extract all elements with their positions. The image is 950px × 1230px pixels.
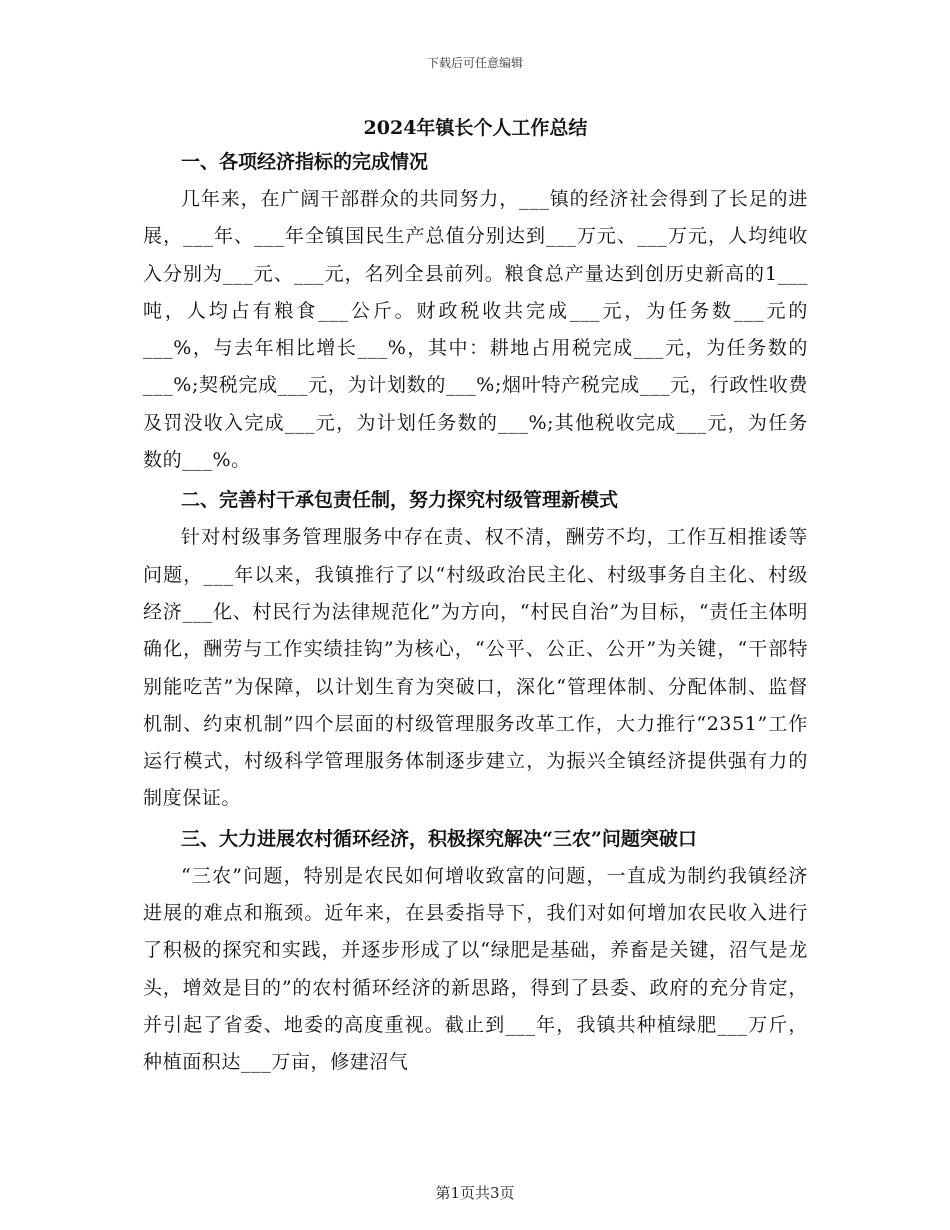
document-title: 2024年镇长个人工作总结 [363, 117, 588, 139]
section-paragraph-3: “三农”问题，特别是农民如何增收致富的问题，一直成为制约我镇经济进展的难点和瓶颈。近年来，在县委指导下，我们对如何增加农民收入进行了积极的探究和实践，并逐步形成了以“绿肥是基础，养畜是关键，沼气是龙头，增效是目的”的农村循环经济的新思路，得到了县委、政府的充分肯定，并引起了省委、地委的高度重视。截止到___年，我镇共种植绿肥___万斤，种植面积达___万亩，修建沼气 [143, 864, 808, 1074]
section-paragraph-1: 几年来，在广阔干部群众的共同努力，___镇的经济社会得到了长足的进展，___年、___年全镇国民生产总值分别达到___万元、___万元，人均纯收入分别为___元、___元，名列全县前列。粮食总产量达到创历史新高的1___吨，人均占有粮食___公斤。财政税收共完成___元，为任务数___元的___%，与去年相比增长___%，其中：耕地占用税完成___元，为任务数的___%;契税完成___元，为计划数的___%;烟叶特产税完成___元，行政性收费及罚没收入完成___元，为计划任务数的___%;其他税收完成___元，为任务数的___%。 [143, 188, 808, 472]
document-body [143, 112, 808, 1082]
section-heading-2: 二、完善村干承包责任制，努力探究村级管理新模式 [181, 489, 619, 512]
section-paragraph-2: 针对村级事务管理服务中存在责、权不清，酬劳不均，工作互相推诿等问题，___年以来，我镇推行了以“村级政治民主化、村级事务自主化、村级经济___化、村民行为法律规范化”为方向，“村民自治”为目标，“责任主体明确化，酬劳与工作实绩挂钩”为核心，“公平、公正、公开”为关键，“干部特别能吃苦”为保障，以计划生育为突破口，深化“管理体制、分配体制、监督机制、约束机制”四个层面的村级管理服务改革工作，大力推行“2351”工作运行模式，村级科学管理服务体制逐步建立，为振兴全镇经济提供强有力的制度保证。 [143, 526, 808, 810]
page-number-footer: 第1页共3页 [435, 1184, 515, 1202]
page-header: 下载后可任意编辑 [426, 56, 523, 70]
section-heading-3: 三、大力进展农村循环经济，积极探究解决“三农”问题突破口 [181, 827, 697, 850]
section-heading-1: 一、各项经济指标的完成情况 [181, 151, 429, 173]
